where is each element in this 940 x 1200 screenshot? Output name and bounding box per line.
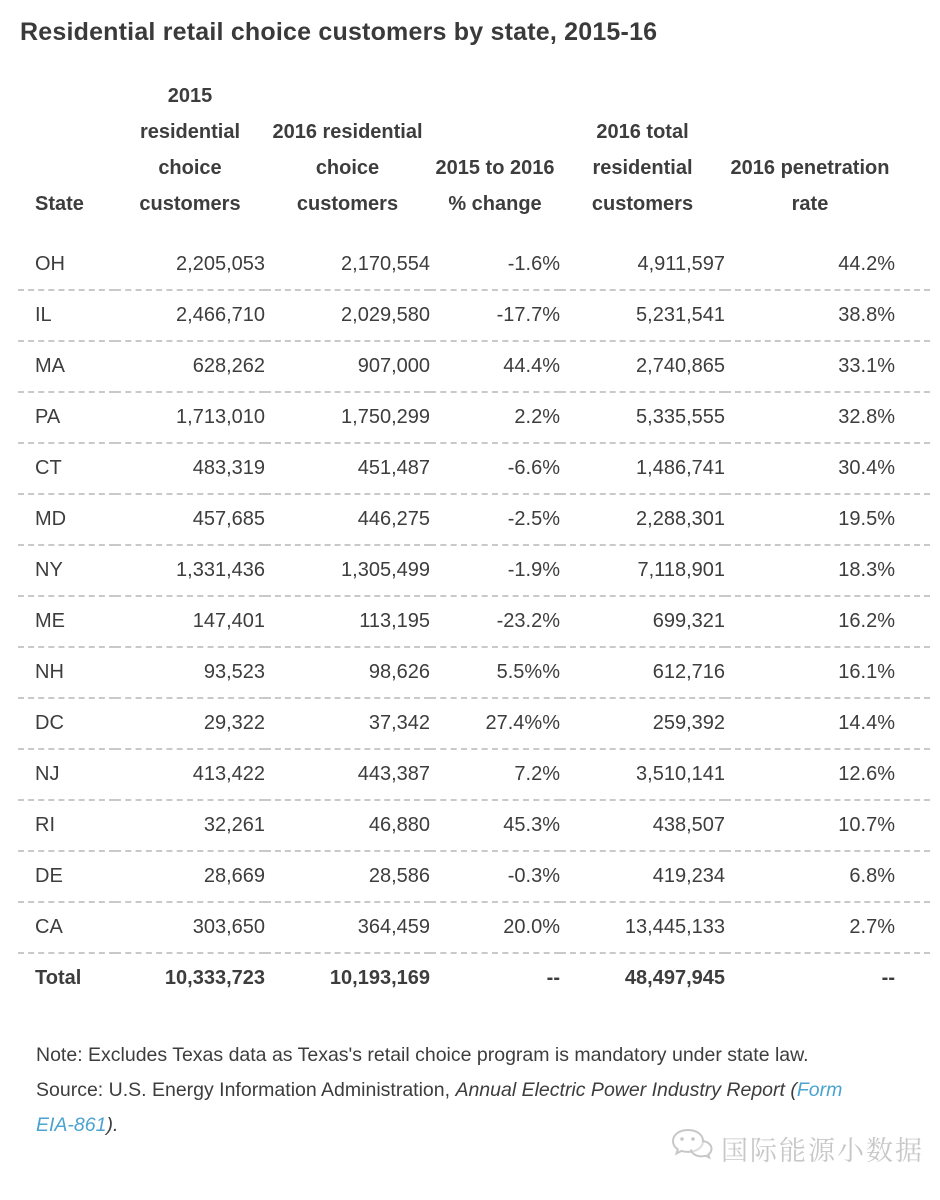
total-value: 10,193,169: [265, 953, 430, 1006]
state-cell: NH: [18, 647, 115, 698]
value-cell: 27.4%%: [430, 698, 560, 749]
value-cell: 699,321: [560, 596, 725, 647]
value-cell: 446,275: [265, 494, 430, 545]
value-cell: 443,387: [265, 749, 430, 800]
table-footer: [18, 953, 930, 1006]
value-cell: -17.7%: [430, 290, 560, 341]
value-cell: 612,716: [560, 647, 725, 698]
table-row: [18, 596, 930, 647]
state-cell: MD: [18, 494, 115, 545]
value-cell: 1,486,741: [560, 443, 725, 494]
source-prefix: Source: U.S. Energy Information Administration,: [36, 1079, 456, 1101]
col-header-2: 2016 residential choice customers: [272, 121, 423, 215]
value-cell: 44.4%: [430, 341, 560, 392]
retail-choice-table: [18, 65, 930, 1008]
total-value: --: [430, 953, 560, 1006]
table-header: [18, 65, 930, 238]
watermark-text: 国际能源小数据: [721, 1136, 924, 1166]
value-cell: 1,305,499: [265, 545, 430, 596]
value-cell: -1.6%: [507, 253, 560, 275]
col-header-1: 2015 residential choice customers: [139, 85, 241, 215]
state-cell: PA: [18, 392, 115, 443]
source-publication: Annual Electric Power Industry Report: [455, 1079, 785, 1101]
source-text: [36, 1073, 884, 1143]
table-row: [18, 545, 930, 596]
value-cell: -1.9%: [430, 545, 560, 596]
value-cell: -2.5%: [430, 494, 560, 545]
value-cell: 2,205,053: [176, 253, 265, 275]
value-cell: 2.7%: [725, 902, 930, 953]
value-cell: 44.2%: [838, 253, 895, 275]
value-cell: 451,487: [265, 443, 430, 494]
state-cell: NJ: [18, 749, 115, 800]
value-cell: 147,401: [115, 596, 265, 647]
value-cell: 98,626: [265, 647, 430, 698]
table-body: [18, 238, 930, 954]
total-row: [18, 953, 930, 1006]
value-cell: 2,029,580: [265, 290, 430, 341]
value-cell: 438,507: [560, 800, 725, 851]
value-cell: 18.3%: [725, 545, 930, 596]
value-cell: 46,880: [265, 800, 430, 851]
value-cell: -6.6%: [430, 443, 560, 494]
state-cell: OH: [35, 253, 65, 275]
value-cell: 29,322: [115, 698, 265, 749]
value-cell: 2,170,554: [341, 253, 430, 275]
value-cell: 2,740,865: [560, 341, 725, 392]
page-title: Residential retail choice customers by state, 2015-16: [20, 18, 658, 46]
table-row: [18, 698, 930, 749]
value-cell: 483,319: [115, 443, 265, 494]
table-row: [18, 851, 930, 902]
value-cell: 2,288,301: [560, 494, 725, 545]
table-row: [18, 902, 930, 953]
total-value: 10,333,723: [115, 953, 265, 1006]
footnotes: [36, 1038, 884, 1143]
value-cell: 16.2%: [725, 596, 930, 647]
table-row: [18, 647, 930, 698]
value-cell: 303,650: [115, 902, 265, 953]
value-cell: 7,118,901: [560, 545, 725, 596]
value-cell: 7.2%: [430, 749, 560, 800]
value-cell: 1,713,010: [115, 392, 265, 443]
state-cell: CA: [18, 902, 115, 953]
header-row: [18, 65, 930, 238]
value-cell: 2,466,710: [115, 290, 265, 341]
value-cell: 45.3%: [430, 800, 560, 851]
value-cell: 2.2%: [430, 392, 560, 443]
value-cell: 1,750,299: [265, 392, 430, 443]
value-cell: 5,231,541: [560, 290, 725, 341]
state-cell: NY: [18, 545, 115, 596]
table-row: [18, 290, 930, 341]
value-cell: 30.4%: [725, 443, 930, 494]
value-cell: 5,335,555: [560, 392, 725, 443]
total-label: Total: [18, 953, 115, 1006]
value-cell: 10.7%: [725, 800, 930, 851]
value-cell: 907,000: [265, 341, 430, 392]
table-row: [18, 341, 930, 392]
col-header-0: State: [35, 193, 84, 215]
value-cell: 32.8%: [725, 392, 930, 443]
state-cell: DC: [18, 698, 115, 749]
value-cell: 364,459: [265, 902, 430, 953]
state-cell: MA: [18, 341, 115, 392]
value-cell: 5.5%%: [430, 647, 560, 698]
table-row: [18, 238, 930, 291]
value-cell: 12.6%: [725, 749, 930, 800]
value-cell: 628,262: [115, 341, 265, 392]
state-cell: DE: [18, 851, 115, 902]
value-cell: 32,261: [115, 800, 265, 851]
total-value: 48,497,945: [560, 953, 725, 1006]
value-cell: 19.5%: [725, 494, 930, 545]
table-row: [18, 443, 930, 494]
table-row: [18, 749, 930, 800]
value-cell: 33.1%: [725, 341, 930, 392]
state-cell: ME: [18, 596, 115, 647]
value-cell: 413,422: [115, 749, 265, 800]
value-cell: 457,685: [115, 494, 265, 545]
value-cell: 259,392: [560, 698, 725, 749]
value-cell: 28,669: [115, 851, 265, 902]
note-text: Note: Excludes Texas data as Texas's retail choice program is mandatory under state law.: [36, 1044, 809, 1066]
col-header-4: 2016 total residential customers: [591, 121, 694, 215]
state-cell: IL: [18, 290, 115, 341]
value-cell: 13,445,133: [560, 902, 725, 953]
value-cell: 113,195: [265, 596, 430, 647]
col-header-3: 2015 to 2016 % change: [435, 157, 555, 215]
col-header-5: 2016 penetration rate: [730, 157, 890, 215]
table-row: [18, 800, 930, 851]
value-cell: 3,510,141: [560, 749, 725, 800]
value-cell: 37,342: [265, 698, 430, 749]
state-cell: RI: [18, 800, 115, 851]
total-value: --: [725, 953, 930, 1006]
value-cell: -23.2%: [430, 596, 560, 647]
source-open-paren: (: [784, 1079, 797, 1101]
source-close-paren: ).: [106, 1114, 119, 1136]
value-cell: 14.4%: [725, 698, 930, 749]
value-cell: 419,234: [560, 851, 725, 902]
form-eia-861-link[interactable]: Form EIA-861: [36, 1079, 843, 1136]
value-cell: -0.3%: [430, 851, 560, 902]
value-cell: 6.8%: [725, 851, 930, 902]
state-cell: CT: [18, 443, 115, 494]
value-cell: 4,911,597: [637, 253, 725, 275]
value-cell: 38.8%: [725, 290, 930, 341]
value-cell: 93,523: [115, 647, 265, 698]
value-cell: 28,586: [265, 851, 430, 902]
value-cell: 16.1%: [725, 647, 930, 698]
value-cell: 20.0%: [430, 902, 560, 953]
table-row: [18, 392, 930, 443]
table-row: [18, 494, 930, 545]
value-cell: 1,331,436: [115, 545, 265, 596]
